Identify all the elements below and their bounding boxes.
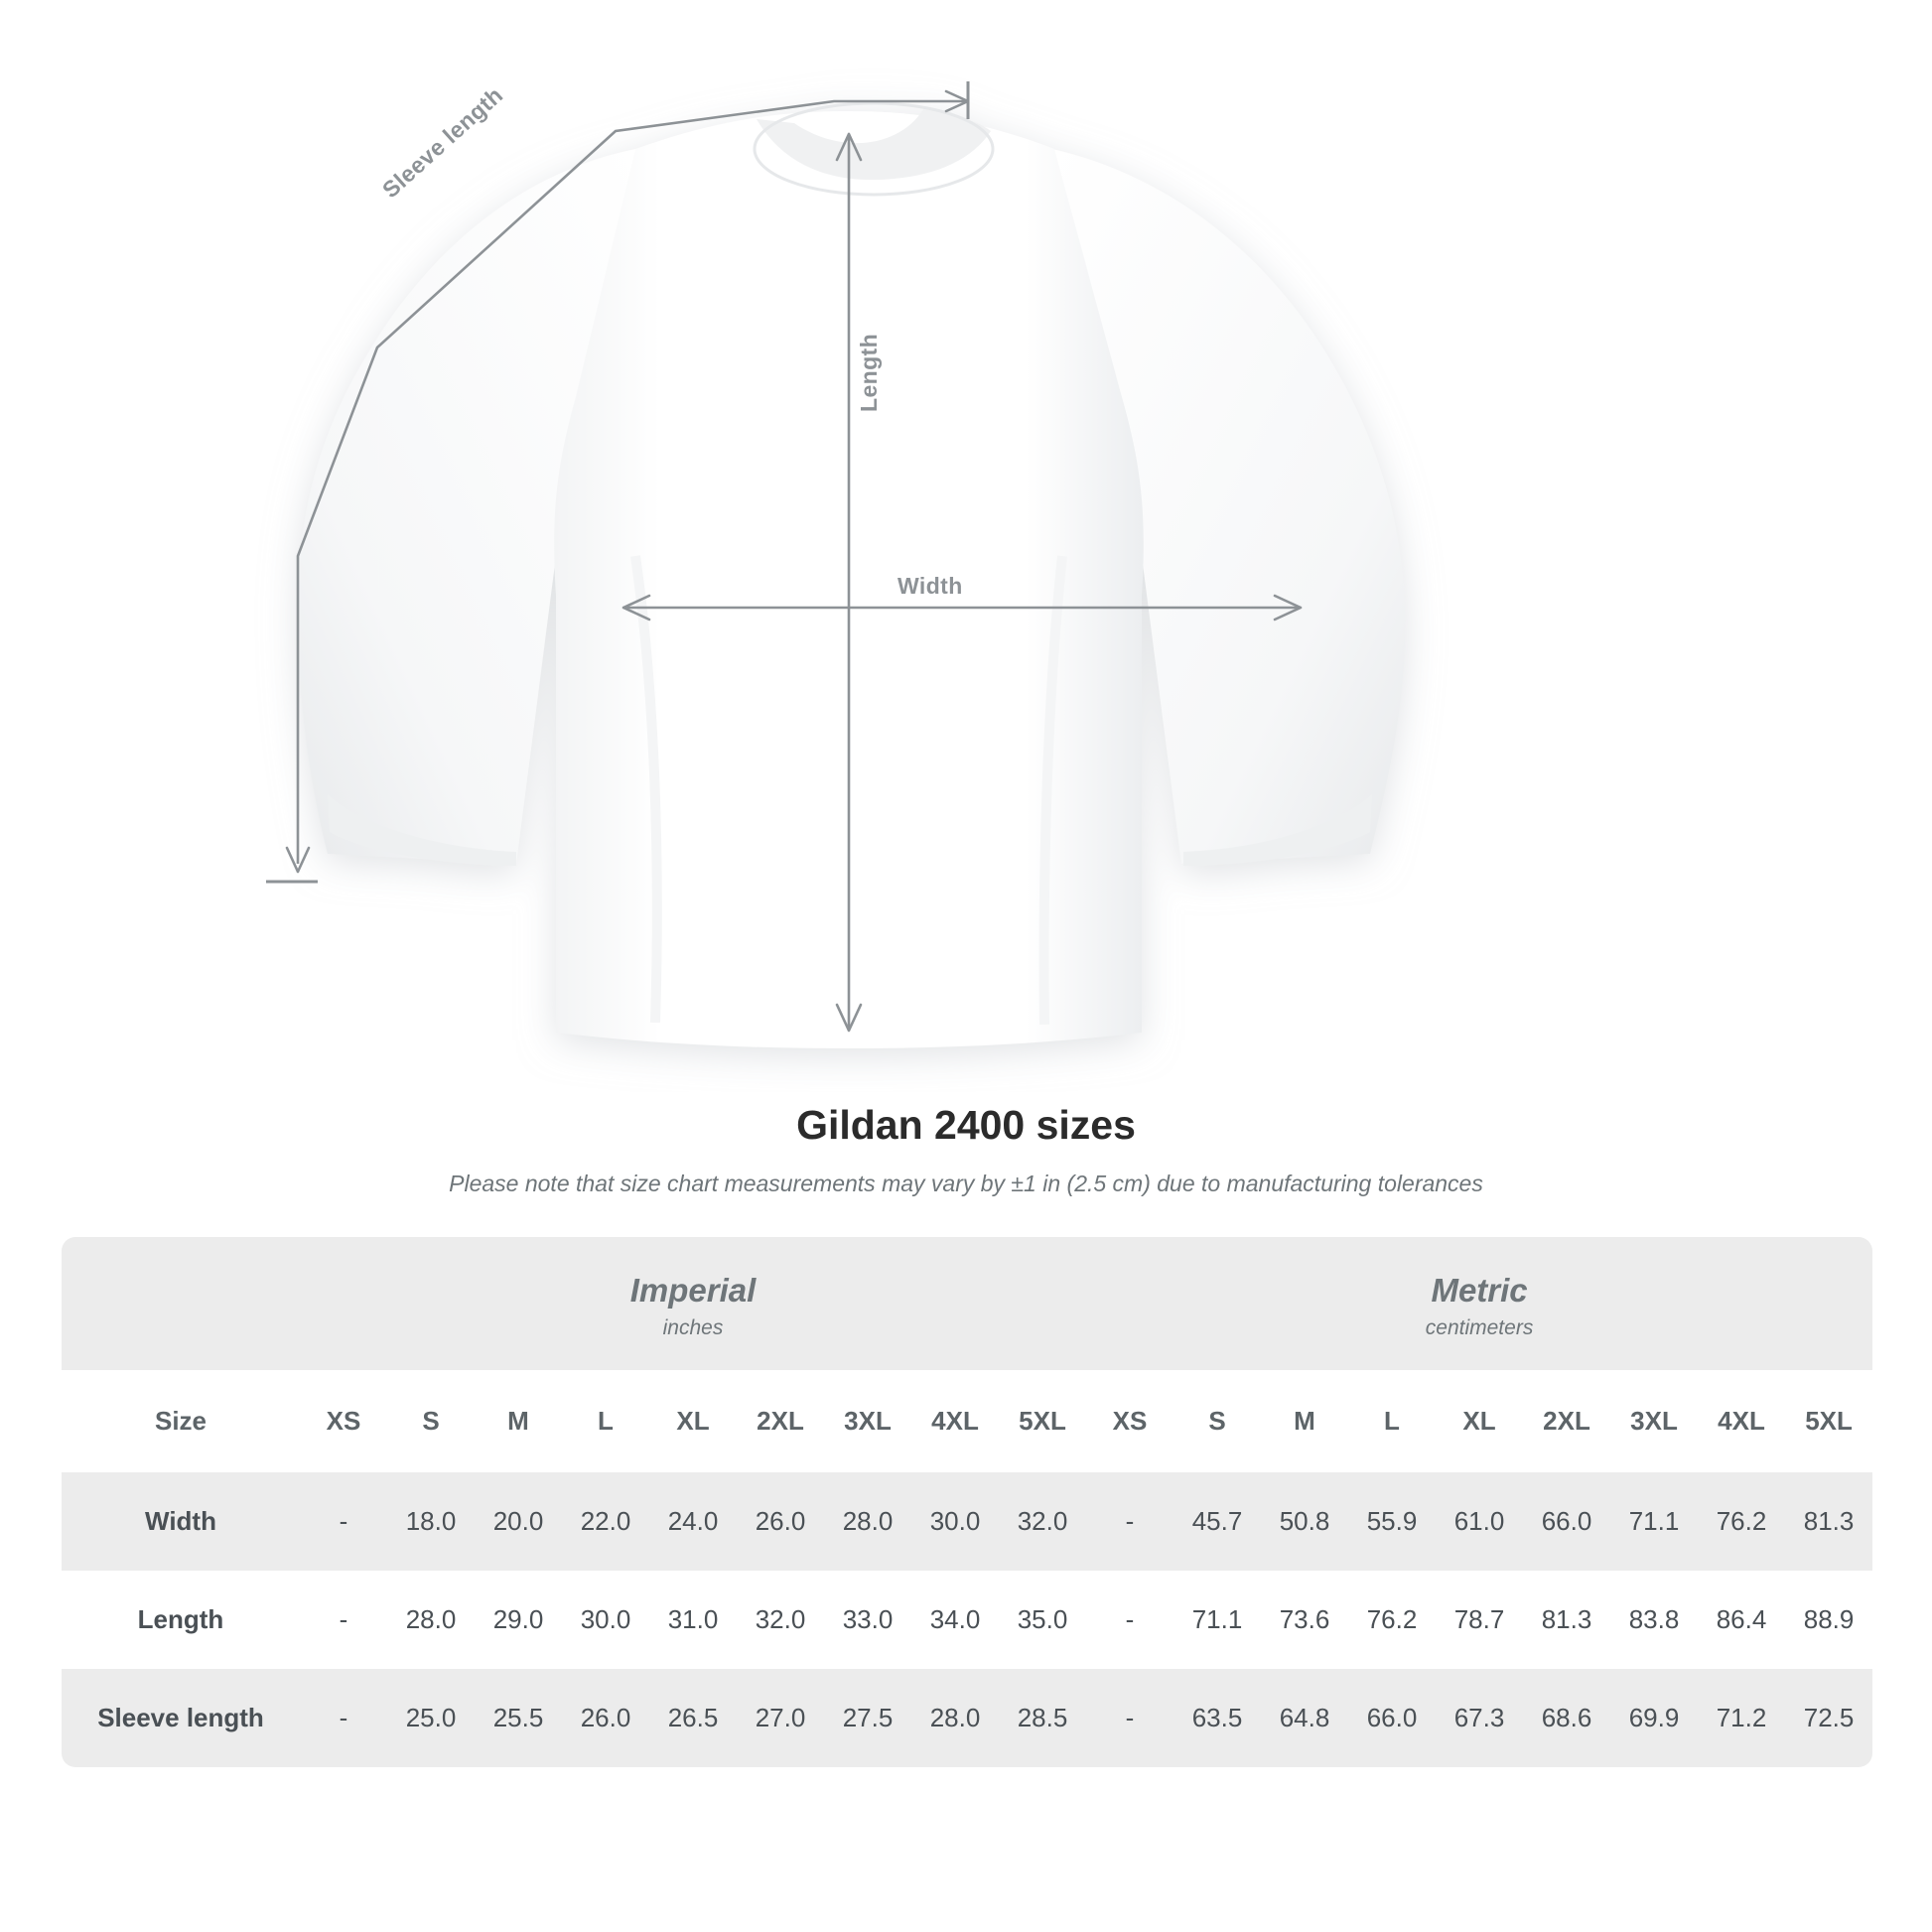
cell-width-imperial-m: 20.0 <box>475 1472 562 1571</box>
cell-width-imperial-xs: - <box>300 1472 387 1571</box>
cell-width-metric-l: 55.9 <box>1348 1472 1436 1571</box>
cell-width-metric-2xl: 66.0 <box>1523 1472 1610 1571</box>
header-metric-4xl: 4XL <box>1698 1370 1785 1472</box>
cell-width-imperial-s: 18.0 <box>387 1472 475 1571</box>
header-metric-2xl: 2XL <box>1523 1370 1610 1472</box>
cell-width-imperial-l: 22.0 <box>562 1472 649 1571</box>
cell-sleeve-imperial-xl: 26.5 <box>649 1669 737 1767</box>
length-dimension-label: Length <box>856 333 882 412</box>
cell-sleeve-imperial-xs: - <box>300 1669 387 1767</box>
table-row <box>62 1472 1872 1571</box>
cell-length-metric-2xl: 81.3 <box>1523 1571 1610 1669</box>
unit-group-metric <box>1086 1237 1872 1370</box>
header-metric-m: M <box>1261 1370 1348 1472</box>
cell-sleeve-metric-3xl: 69.9 <box>1610 1669 1698 1767</box>
cell-width-metric-xl: 61.0 <box>1436 1472 1523 1571</box>
header-imperial-s: S <box>387 1370 475 1472</box>
cell-width-imperial-5xl: 32.0 <box>999 1472 1086 1571</box>
header-imperial-l: L <box>562 1370 649 1472</box>
size-table-wrapper <box>62 1237 1870 1767</box>
unit-group-imperial-sub: inches <box>662 1315 724 1339</box>
unit-band-row <box>62 1237 1872 1370</box>
row-label-sleeve-length: Sleeve length <box>62 1669 300 1767</box>
header-imperial-3xl: 3XL <box>824 1370 911 1472</box>
header-metric-l: L <box>1348 1370 1436 1472</box>
cell-sleeve-imperial-s: 25.0 <box>387 1669 475 1767</box>
cell-width-imperial-2xl: 26.0 <box>737 1472 824 1571</box>
cell-length-imperial-5xl: 35.0 <box>999 1571 1086 1669</box>
unit-band-spacer <box>62 1237 300 1370</box>
cell-length-imperial-2xl: 32.0 <box>737 1571 824 1669</box>
cell-width-metric-m: 50.8 <box>1261 1472 1348 1571</box>
cell-length-imperial-3xl: 33.0 <box>824 1571 911 1669</box>
header-metric-3xl: 3XL <box>1610 1370 1698 1472</box>
cell-width-metric-4xl: 76.2 <box>1698 1472 1785 1571</box>
header-imperial-5xl: 5XL <box>999 1370 1086 1472</box>
header-imperial-4xl: 4XL <box>911 1370 999 1472</box>
cell-sleeve-imperial-l: 26.0 <box>562 1669 649 1767</box>
cell-sleeve-metric-2xl: 68.6 <box>1523 1669 1610 1767</box>
table-row <box>62 1571 1872 1669</box>
cell-length-imperial-xl: 31.0 <box>649 1571 737 1669</box>
cell-sleeve-imperial-2xl: 27.0 <box>737 1669 824 1767</box>
cell-width-metric-xs: - <box>1086 1472 1173 1571</box>
cell-sleeve-metric-5xl: 72.5 <box>1785 1669 1872 1767</box>
cell-sleeve-imperial-4xl: 28.0 <box>911 1669 999 1767</box>
size-header-row <box>62 1370 1872 1472</box>
cell-length-imperial-xs: - <box>300 1571 387 1669</box>
cell-sleeve-metric-l: 66.0 <box>1348 1669 1436 1767</box>
cell-length-imperial-l: 30.0 <box>562 1571 649 1669</box>
row-label-width: Width <box>62 1472 300 1571</box>
cell-length-metric-xl: 78.7 <box>1436 1571 1523 1669</box>
row-label-length: Length <box>62 1571 300 1669</box>
header-imperial-xs: XS <box>300 1370 387 1472</box>
cell-sleeve-imperial-m: 25.5 <box>475 1669 562 1767</box>
cell-width-imperial-xl: 24.0 <box>649 1472 737 1571</box>
width-dimension-label: Width <box>897 573 963 599</box>
unit-group-metric-name: Metric <box>1431 1272 1528 1309</box>
cell-length-metric-l: 76.2 <box>1348 1571 1436 1669</box>
cell-sleeve-metric-xl: 67.3 <box>1436 1669 1523 1767</box>
cell-width-metric-3xl: 71.1 <box>1610 1472 1698 1571</box>
cell-length-metric-5xl: 88.9 <box>1785 1571 1872 1669</box>
header-imperial-2xl: 2XL <box>737 1370 824 1472</box>
cell-length-metric-3xl: 83.8 <box>1610 1571 1698 1669</box>
cell-length-imperial-4xl: 34.0 <box>911 1571 999 1669</box>
table-row <box>62 1669 1872 1767</box>
header-metric-xs: XS <box>1086 1370 1173 1472</box>
unit-group-metric-sub: centimeters <box>1425 1315 1534 1339</box>
unit-group-imperial-name: Imperial <box>629 1272 757 1309</box>
cell-width-metric-5xl: 81.3 <box>1785 1472 1872 1571</box>
cell-sleeve-metric-m: 64.8 <box>1261 1669 1348 1767</box>
cell-sleeve-imperial-3xl: 27.5 <box>824 1669 911 1767</box>
cell-length-imperial-m: 29.0 <box>475 1571 562 1669</box>
cell-sleeve-metric-4xl: 71.2 <box>1698 1669 1785 1767</box>
cell-sleeve-metric-xs: - <box>1086 1669 1173 1767</box>
header-metric-s: S <box>1173 1370 1261 1472</box>
unit-group-imperial <box>300 1237 1086 1370</box>
cell-length-metric-s: 71.1 <box>1173 1571 1261 1669</box>
cell-sleeve-imperial-5xl: 28.5 <box>999 1669 1086 1767</box>
tolerance-note: Please note that size chart measurements may vary by ±1 in (2.5 cm) due to manufacturing tolerances <box>449 1171 1483 1196</box>
title-block <box>0 1102 1932 1197</box>
cell-width-imperial-4xl: 30.0 <box>911 1472 999 1571</box>
sleeve-length-dimension-label: Sleeve length <box>377 81 508 204</box>
cell-length-metric-m: 73.6 <box>1261 1571 1348 1669</box>
cell-length-metric-xs: - <box>1086 1571 1173 1669</box>
header-metric-5xl: 5XL <box>1785 1370 1872 1472</box>
header-metric-xl: XL <box>1436 1370 1523 1472</box>
cell-length-imperial-s: 28.0 <box>387 1571 475 1669</box>
header-imperial-xl: XL <box>649 1370 737 1472</box>
size-table <box>62 1237 1872 1767</box>
cell-sleeve-metric-s: 63.5 <box>1173 1669 1261 1767</box>
cell-length-metric-4xl: 86.4 <box>1698 1571 1785 1669</box>
header-imperial-m: M <box>475 1370 562 1472</box>
cell-width-metric-s: 45.7 <box>1173 1472 1261 1571</box>
page-title: Gildan 2400 sizes <box>796 1102 1136 1148</box>
cell-width-imperial-3xl: 28.0 <box>824 1472 911 1571</box>
header-size: Size <box>62 1370 300 1472</box>
